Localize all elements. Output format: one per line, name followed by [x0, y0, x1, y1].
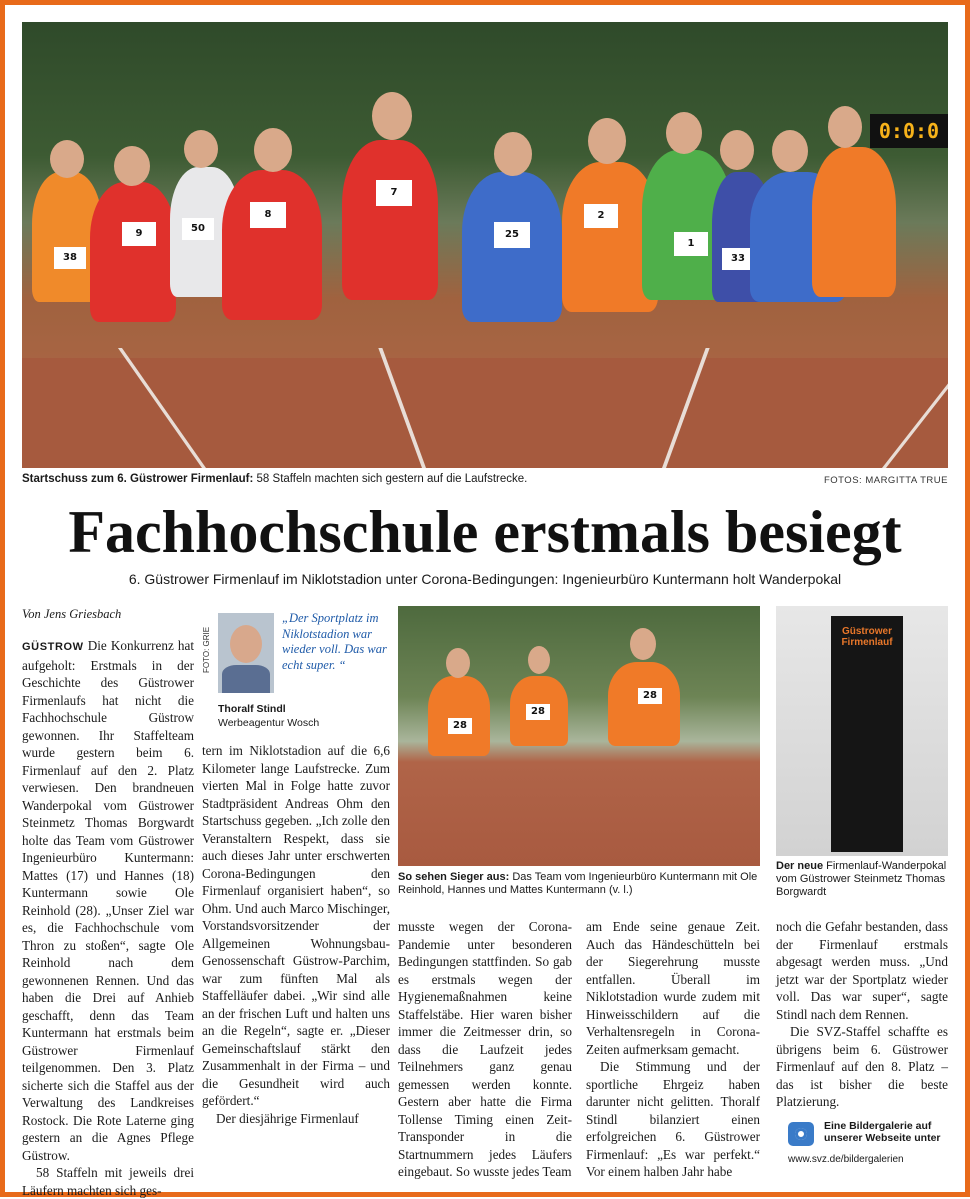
pull-quote: „Der Sportplatz im Niklotstadion war wieder voll. Das war echt super. “ — [282, 611, 387, 672]
trophy-caption — [776, 860, 948, 899]
portrait-shirt — [222, 665, 270, 693]
bib: 8 — [250, 202, 286, 228]
runner-head — [528, 646, 550, 674]
gallery-note[interactable] — [788, 1116, 948, 1168]
runner-head — [720, 130, 754, 170]
quote-box — [202, 607, 390, 727]
bib: 28 — [526, 704, 550, 720]
runner-head — [372, 92, 412, 140]
dateline: GÜSTROW — [22, 641, 84, 653]
bib: 50 — [182, 218, 214, 240]
trophy-pillar — [831, 616, 903, 852]
trophy-caption-bold: Der neue — [776, 860, 824, 872]
paragraph: noch die Gefahr bestanden, dass der Firmenlauf erstmals abgesagt werden muss. „Und jetzt war der Sportplatz wieder voll. Das war super“, sagte Stindl nach dem Rennen. — [776, 919, 948, 1022]
bib: 7 — [376, 180, 412, 206]
headline: Fachhochschule erstmals besiegt — [68, 499, 902, 565]
paragraph: Die SVZ-Staffel schaffte es übrigens beim 6. Güstrower Firmenlauf auf den 8. Platz – das ist bisher die beste Platzierung. — [776, 1024, 948, 1109]
paragraph: tern im Niklotstadion auf die 6,6 Kilometer lange Laufstrecke. Zum vierten Mal in Folge hatte zuvor Stadtpräsident Andreas Ohm den Startschuss gegeben. „Ich zolle den Veranstaltern Respekt, dass sie auch dieses Jahr unter erschwerten Corona-Bedingungen den Firmenlauf organisiert haben“, so Ohm. Und auch Marco Mischinger, Vorstandsvorsitzender der Allgemeinen Wohnungsbau-Genossenschaft Güstrow-Parchim, war zum fünften Mal als Staffelläufer dabei. „Wir sind alle an der frischen Luft und halten uns an die Regeln“, sagte er. „Dieser Gemeinschaftslauf stärkt den Zusammenhalt in der Firma – und die Gesundheit wird auch gefördert.“ — [202, 743, 390, 1108]
portrait-photo — [218, 613, 274, 693]
runner — [608, 662, 680, 746]
photo-credit: FOTOS: MARGITTA TRUE — [823, 475, 948, 486]
paragraph: musste wegen der Corona-Pandemie unter besonderen Bedingungen stattfinden. So gab es erstmals wegen der Hygienemaßnahmen keine Staffelstäbe. Hier waren bisher immer die Zeitmesser drin, so dass die Laufzeit jedes Teilnehmers ganz genau gemessen werden konnte. Gestern aber hatte die Firma Tollense Timing einen Zeit-Transponder in die Startnummern jedes Läufers eingebaut. So wusste jedes Team — [398, 919, 572, 1179]
runner-head — [184, 130, 218, 168]
portrait-face — [230, 625, 262, 663]
paragraph — [22, 637, 194, 1164]
article-column-4 — [586, 918, 760, 1181]
quote-photo-credit: FOTO: GRIE — [202, 626, 211, 673]
race-clock: 0:0:0 — [870, 114, 948, 148]
bib: 1 — [674, 232, 708, 256]
paragraph: Die Stimmung und der sportliche Ehrgeiz haben darunter nicht gelitten. Thoralf Stindl bilanziert einen erfolgreichen 6. Güstrower Firmenlauf: „Es war perfekt.“ Vor einem halben Jahr habe — [586, 1059, 760, 1179]
runner-head — [50, 140, 84, 178]
gallery-url[interactable]: www.svz.de/bildergalerien — [788, 1154, 904, 1165]
bib: 25 — [494, 222, 530, 248]
winners-caption-bold: So sehen Sieger aus: — [398, 871, 510, 883]
hero-caption-text: 58 Staffeln machten sich gestern auf die Laufstrecke. — [253, 473, 528, 485]
runner-head — [828, 106, 862, 148]
hero-photo — [22, 22, 948, 468]
hero-caption — [22, 473, 527, 485]
trophy-label: Güstrower Firmenlauf — [841, 626, 893, 648]
bib: 38 — [54, 247, 86, 269]
trophy-caption-text: Firmenlauf-Wanderpokal vom Güstrower Steinmetz Thomas Borgwardt — [776, 860, 947, 898]
runner — [812, 147, 896, 297]
runner — [90, 182, 176, 322]
bib: 28 — [638, 688, 662, 704]
gallery-text: Eine Bildergalerie auf unserer Webseite unter — [824, 1120, 941, 1144]
runner-head — [114, 146, 150, 186]
hero-caption-bold: Startschuss zum 6. Güstrower Firmenlauf: — [22, 473, 254, 485]
byline: Von Jens Griesbach — [22, 607, 122, 621]
runner — [222, 170, 322, 320]
winners-caption — [398, 871, 760, 897]
bib: 33 — [722, 248, 754, 270]
runner-head — [254, 128, 292, 172]
subheadline: 6. Güstrower Firmenlauf im Niklotstadion unter Corona-Bedingungen: Ingenieurbüro Kuntermann holt Wanderpokal — [128, 571, 842, 587]
camera-icon — [788, 1122, 814, 1146]
article-column-1 — [22, 637, 194, 1199]
paragraph: am Ende seine genaue Zeit. Auch das Händeschütteln bei der Siegerehrung musste entfallen. Überall im Niklotstadion wurde zudem mit Hinweisschildern auf die Verhaltensregeln in Corona-Zeiten aufmerksam gemacht. — [586, 919, 760, 1057]
runner-head — [446, 648, 470, 678]
winners-caption-text: Das Team vom Ingenieurbüro Kuntermann mit Ole Reinhold, Hannes und Mattes Kuntermann (v. l.) — [398, 871, 758, 896]
article-column-3 — [398, 918, 572, 1181]
bib: 28 — [448, 718, 472, 734]
bib: 2 — [584, 204, 618, 228]
article-column-2 — [202, 742, 390, 1127]
paragraph-text: Die Konkurrenz hat aufgeholt: Erstmals in der Geschichte des Güstrower Firmenlaufs hat nicht die Fachhochschule Güstrow gewonnen. Ihr Staffelteam wurde gestern beim 6. Firmenlauf auf den 2. Platz verwiesen. Den brandneuen Wanderpokal vom Güstrower Steinmetz Thomas Borgwardt holte das Team vom Güstrower Ingenieurbüro Kuntermann: Mattes (17) und Hannes (18) Kuntermann sowie Ole Reinhold (28). „Unser Ziel war es, die Fachhochschule vom Thron zu stoßen“, sagte Ole Reinhold nach dem gewonnenen Rennen. Und das haben die Drei auf Anhieb geschafft, denn das Team Kuntermann hat erstmals beim Güstrower Firmenlauf teilgenommen. Den 3. Platz sicherte sich die Staffel aus der Verwaltung des Landkreises Rostock. Die Rote Laterne ging gestern an die Agnes Pflege Güstrow. — [22, 638, 194, 1163]
runner — [428, 676, 490, 756]
runner — [342, 140, 438, 300]
runner-head — [588, 118, 626, 164]
runner-head — [772, 130, 808, 172]
paragraph: Der diesjährige Firmenlauf — [216, 1110, 359, 1126]
runner-head — [630, 628, 656, 660]
trophy-photo — [776, 606, 948, 856]
runner-head — [666, 112, 702, 154]
winners-photo — [398, 606, 760, 866]
running-track — [22, 358, 948, 468]
article-column-5 — [776, 918, 948, 1111]
paragraph: 58 Staffeln mit jeweils drei Läufern machten sich ges- — [22, 1165, 194, 1198]
quote-name: Thoralf Stindl — [218, 703, 286, 715]
bib: 9 — [122, 222, 156, 246]
quote-role: Werbeagentur Wosch — [218, 717, 320, 729]
runner-head — [494, 132, 532, 176]
